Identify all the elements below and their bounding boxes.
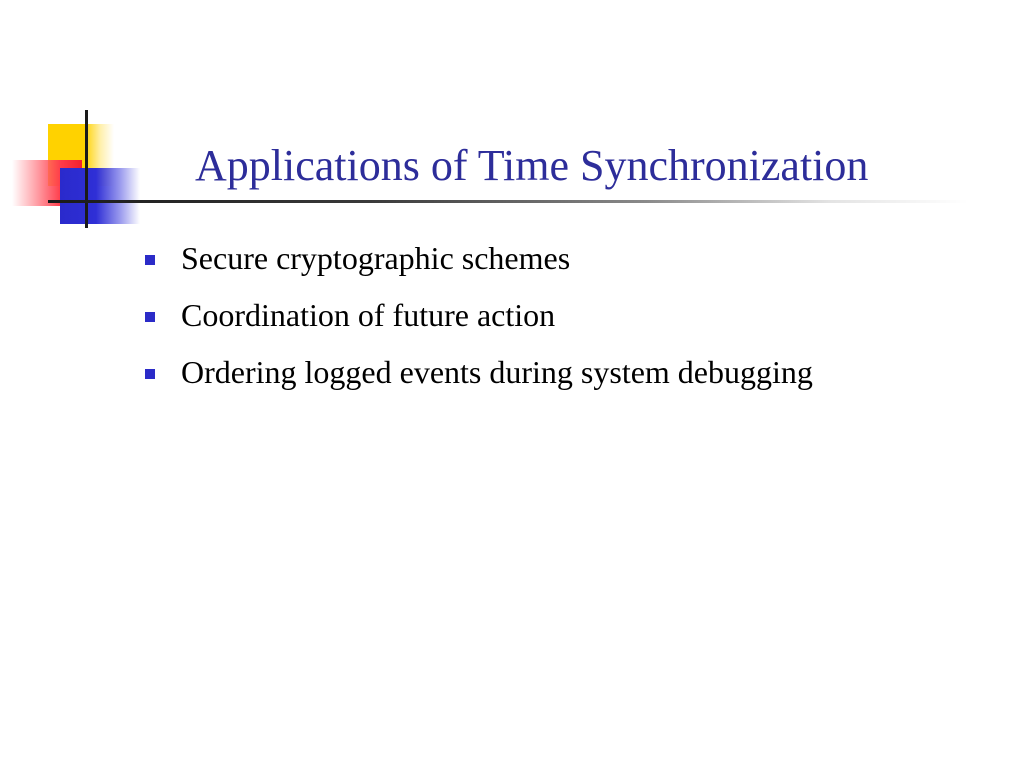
list-item xyxy=(145,293,813,350)
bullet-text: Ordering logged events during system debugging xyxy=(181,354,813,390)
blue-square xyxy=(60,168,140,224)
bullet-list xyxy=(145,236,813,407)
square-bullet-icon xyxy=(145,312,155,322)
slide-title: Applications of Time Synchronization xyxy=(195,141,869,190)
list-item xyxy=(145,350,813,407)
bullet-text: Coordination of future action xyxy=(181,297,556,333)
decorative-logo xyxy=(0,0,180,240)
title-underline xyxy=(48,200,968,203)
bullet-text: Secure cryptographic schemes xyxy=(181,240,571,276)
square-bullet-icon xyxy=(145,369,155,379)
vertical-rule xyxy=(85,110,88,228)
list-item xyxy=(145,236,813,293)
square-bullet-icon xyxy=(145,255,155,265)
